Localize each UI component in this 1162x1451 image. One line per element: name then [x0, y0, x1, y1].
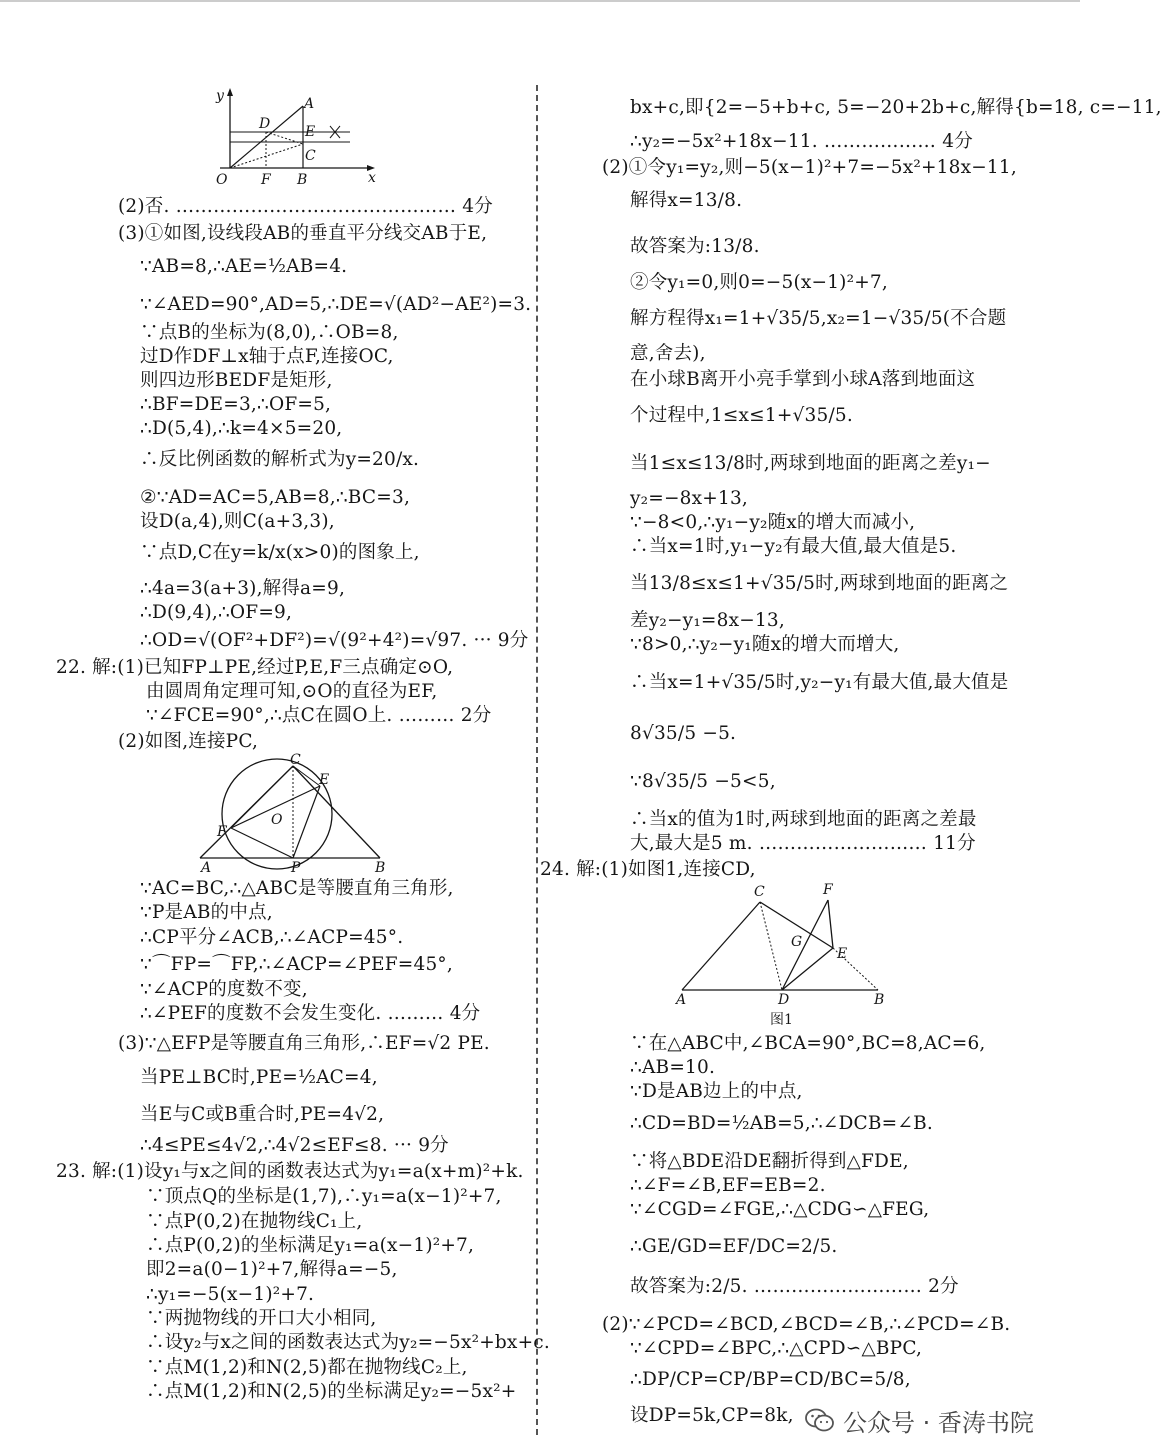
text-line: ∴CP平分∠ACB,∴∠ACP=45°. — [140, 927, 404, 948]
text-line: ∴∠PEF的度数不会发生变化. ……… 4分 — [140, 1003, 481, 1024]
fig3-label-G: G — [791, 934, 803, 950]
text-line: ∵点P(0,2)在抛物线C₁上, — [146, 1211, 363, 1232]
text-line: 当1≤x≤13/8时,两球到地面的距离之差y₁− — [630, 453, 991, 474]
text-line: ∴OD=√(OF²+DF²)=√(9²+4²)=√97. ··· 9分 — [140, 630, 529, 651]
segment-CF — [231, 766, 293, 828]
text-line: ∵8√35/5 −5<5, — [630, 771, 776, 792]
text-line: (2)∵∠PCD=∠BCD,∠BCD=∠B,∴∠PCD=∠B. — [602, 1314, 1011, 1335]
text-line: 故答案为:2/5. ……………………… 2分 — [630, 1276, 959, 1297]
text-line: ∴反比例函数的解析式为y=20/x. — [140, 449, 420, 470]
text-line: 解得x=13/8. — [630, 190, 743, 211]
text-line: 22. 解:(1)已知FP⊥PE,经过P,E,F三点确定⊙O, — [56, 657, 454, 678]
text-line: 当13/8≤x≤1+√35/5时,两球到地面的距离之 — [630, 573, 1009, 594]
fig3-label-D: D — [778, 992, 790, 1008]
text-line: 意,舍去), — [630, 343, 706, 364]
fig1-label-y: y — [216, 88, 224, 104]
segment-CD — [760, 902, 782, 990]
text-line: ∵AB=8,∴AE=½AB=4. — [140, 256, 348, 277]
text-line: ∴CD=BD=½AB=5,∴∠DCB=∠B. — [630, 1113, 933, 1134]
text-line: bx+c,即{2=−5+b+c, 5=−20+2b+c,解得{b=18, c=−11, — [630, 97, 1162, 118]
text-line: 在小球B离开小亮手掌到小球A落到地面这 — [630, 369, 976, 390]
text-line: ∵D是AB边上的中点, — [630, 1081, 803, 1102]
text-line: ∴4a=3(a+3),解得a=9, — [140, 578, 346, 599]
column-divider — [536, 85, 538, 1435]
text-line: 当PE⊥BC时,PE=½AC=4, — [140, 1067, 378, 1088]
fig1-label-x: x — [368, 170, 376, 186]
figure-coordinate-rectangle — [200, 86, 380, 192]
fig1-label-B: B — [297, 172, 308, 188]
text-line: 当E与C或B重合时,PE=4√2, — [140, 1104, 385, 1125]
text-line: ∴y₂=−5x²+18x−11. ……………… 4分 — [630, 131, 973, 152]
text-line: ∵P是AB的中点, — [140, 902, 273, 923]
text-line: 8√35/5 −5. — [630, 723, 737, 744]
watermark-text: 公众号 · 香涛书院 — [843, 1408, 1034, 1437]
y-axis-arrow — [227, 88, 233, 96]
segment-FP — [231, 828, 293, 858]
text-line: 24. 解:(1)如图1,连接CD, — [540, 859, 756, 880]
segment-FE — [828, 900, 833, 948]
text-line: 故答案为:13/8. — [630, 236, 760, 257]
text-line: 设DP=5k,CP=8k, — [630, 1405, 794, 1426]
text-line: ∵在△ABC中,∠BCA=90°,BC=8,AC=6, — [630, 1033, 986, 1054]
text-line: ∵∠CPD=∠BPC,∴△CPD∽△BPC, — [630, 1338, 923, 1359]
text-line: ∴BF=DE=3,∴OF=5, — [140, 394, 332, 415]
text-line: ∵∠CGD=∠FGE,∴△CDG∽△FEG, — [630, 1199, 930, 1220]
segment-CB — [293, 766, 380, 858]
text-line: ∴y₁=−5(x−1)²+7. — [146, 1284, 315, 1305]
top-border — [0, 0, 1080, 2]
fig1-label-A: A — [304, 96, 315, 112]
fig1-label-O: O — [216, 172, 228, 188]
text-line: ∵⌒FP=⌒FP,∴∠ACP=∠PEF=45°, — [140, 954, 453, 975]
text-line: ∴当x=1+√35/5时,y₂−y₁有最大值,最大值是 — [630, 672, 1009, 693]
segment-AC — [682, 902, 760, 990]
figure-circle-triangle — [195, 752, 395, 876]
fig1-label-D: D — [259, 116, 271, 132]
fig1-label-E: E — [305, 124, 316, 140]
text-line: ∴AB=10. — [630, 1057, 716, 1078]
fig1-label-C: C — [305, 148, 316, 164]
text-line: ∵两抛物线的开口大小相同, — [146, 1308, 377, 1329]
text-line: ∴DP/CP=CP/BP=CD/BC=5/8, — [630, 1369, 911, 1390]
text-line: (2)①令y₁=y₂,则−5(x−1)²+7=−5x²+18x−11, — [602, 157, 1017, 178]
text-line: (3)①如图,设线段AB的垂直平分线交AB于E, — [118, 223, 488, 244]
fig2-label-E: E — [319, 772, 330, 788]
text-line: ∵AC=BC,∴△ABC是等腰直角三角形, — [140, 878, 454, 899]
text-line: ∴点P(0,2)的坐标满足y₁=a(x−1)²+7, — [146, 1235, 475, 1256]
text-line: ∴当x=1时,y₁−y₂有最大值,最大值是5. — [630, 536, 957, 557]
text-line: ∴D(9,4),∴OF=9, — [140, 602, 293, 623]
text-line: ②∵AD=AC=5,AB=8,∴BC=3, — [140, 487, 411, 508]
text-line: ∵点D,C在y=k/x(x>0)的图象上, — [140, 542, 420, 563]
fig3-label-E: E — [837, 946, 848, 962]
fig2-label-B: B — [375, 860, 386, 876]
text-line: y₂=−8x+13, — [630, 488, 748, 509]
text-line: ∴GE/GD=EF/DC=2/5. — [630, 1236, 838, 1257]
text-line: 差y₂−y₁=8x−13, — [630, 610, 785, 631]
text-line: ②令y₁=0,则0=−5(x−1)²+7, — [630, 272, 888, 293]
fig3-label-F: F — [823, 882, 833, 898]
text-line: ∴4≤PE≤4√2,∴4√2≤EF≤8. ··· 9分 — [140, 1135, 449, 1156]
text-line: 23. 解:(1)设y₁与x之间的函数表达式为y₁=a(x+m)²+k. — [56, 1161, 524, 1182]
text-line: 设D(a,4),则C(a+3,3), — [140, 511, 335, 532]
wechat-icon — [805, 1407, 835, 1433]
text-line: 大,最大是5 m. ……………………… 11分 — [630, 833, 976, 854]
text-line: 过D作DF⊥x轴于点F,连接OC, — [140, 346, 394, 367]
text-line: 个过程中,1≤x≤1+√35/5. — [630, 405, 853, 426]
text-line: ∴当x的值为1时,两球到地面的距离之差最 — [630, 809, 977, 830]
text-line: ∵∠FCE=90°,∴点C在圆O上. ……… 2分 — [146, 705, 492, 726]
text-line: (2)如图,连接PC, — [118, 731, 259, 752]
text-line: ∵顶点Q的坐标是(1,7),∴y₁=a(x−1)²+7, — [146, 1186, 502, 1207]
text-line: ∴D(5,4),∴k=4×5=20, — [140, 418, 343, 439]
fig3-label-C: C — [754, 884, 765, 900]
figure-1-folded-triangle — [670, 880, 890, 1030]
watermark — [795, 1400, 1044, 1440]
fig2-label-P: P — [291, 860, 301, 876]
text-line: ∵∠AED=90°,AD=5,∴DE=√(AD²−AE²)=3. — [140, 294, 532, 315]
text-line: 解方程得x₁=1+√35/5,x₂=1−√35/5(不合题 — [630, 308, 1007, 329]
text-line: 由圆周角定理可知,⊙O的直径为EF, — [146, 681, 438, 702]
fig2-label-F: F — [217, 824, 227, 840]
text-line: ∵将△BDE沿DE翻折得到△FDE, — [630, 1151, 909, 1172]
segment-DE — [782, 948, 833, 990]
text-line: (2)否. ……………………………………… 4分 — [118, 196, 493, 217]
text-line: 即2=a(0−1)²+7,解得a=−5, — [146, 1259, 398, 1280]
fig2-label-O: O — [271, 812, 283, 828]
text-line: 则四边形BEDF是矩形, — [140, 370, 333, 391]
fig3-caption: 图1 — [770, 1012, 793, 1028]
fig3-label-A: A — [676, 992, 687, 1008]
text-line: ∵8>0,∴y₂−y₁随x的增大而增大, — [630, 634, 900, 655]
fig2-label-A: A — [201, 860, 212, 876]
text-line: ∵−8<0,∴y₁−y₂随x的增大而减小, — [630, 512, 916, 533]
text-line: ∴∠F=∠B,EF=EB=2. — [630, 1175, 826, 1196]
text-line: ∵点M(1,2)和N(2,5)都在抛物线C₂上, — [146, 1357, 468, 1378]
text-line: ∵∠ACP的度数不变, — [140, 979, 308, 1000]
segment-DF — [782, 900, 828, 990]
text-line: ∴设y₂与x之间的函数表达式为y₂=−5x²+bx+c. — [146, 1332, 550, 1353]
fig3-label-B: B — [874, 992, 885, 1008]
text-line: (3)∵△EFP是等腰直角三角形,∴EF=√2 PE. — [118, 1033, 490, 1054]
fig1-label-F: F — [261, 172, 271, 188]
text-line: ∵点B的坐标为(8,0),∴OB=8, — [140, 322, 399, 343]
fig2-label-C: C — [290, 752, 301, 768]
text-line: ∴点M(1,2)和N(2,5)的坐标满足y₂=−5x²+ — [146, 1381, 517, 1402]
